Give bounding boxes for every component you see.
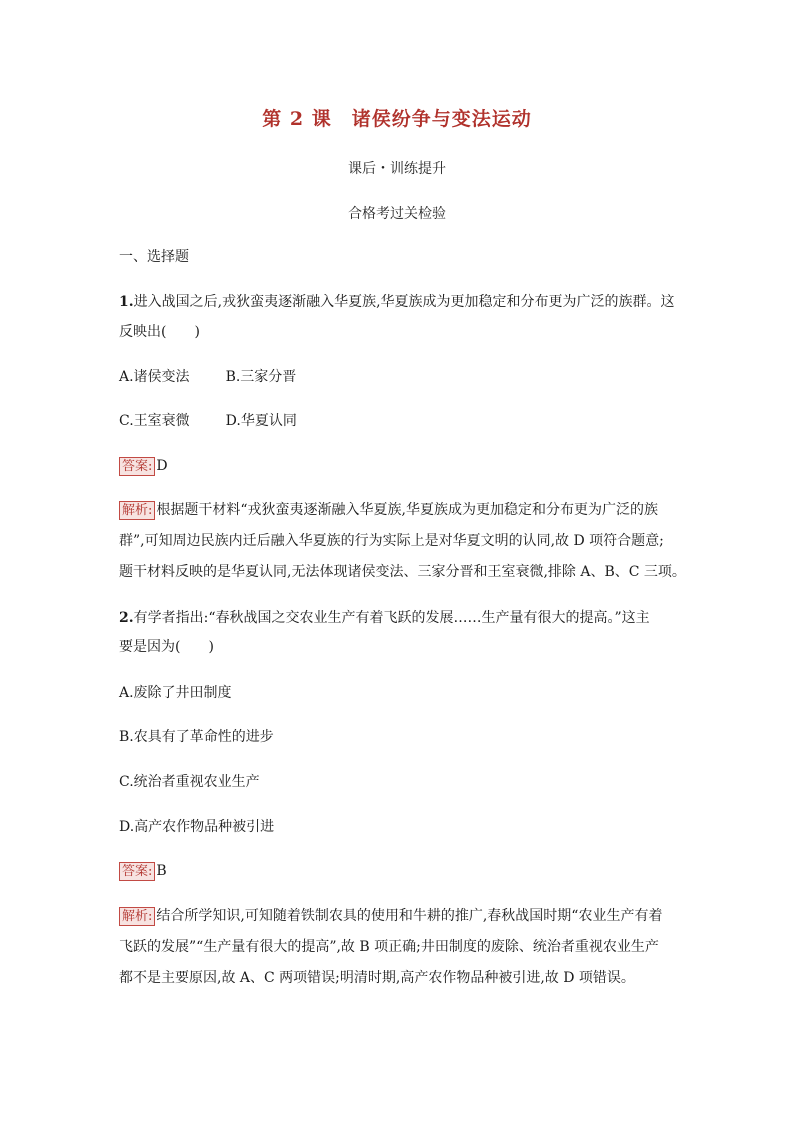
question-1-option-c[interactable]: C.王室衰微: [119, 413, 190, 429]
section-heading: 一、选择题: [119, 249, 189, 265]
question-2-text-line-2: 要是因为( ): [119, 639, 214, 655]
answer-tag: 答案:: [119, 457, 155, 476]
analysis-text: 根据题干材料“戎狄蛮夷逐渐融入华夏族,华夏族成为更加稳定和分布更为广泛的族: [156, 502, 658, 518]
practice-subtitle: 课后・训练提升: [348, 161, 446, 177]
question-2-text-line-1: 有学者指出:“春秋战国之交农业生产有着飞跃的发展……生产量有很大的提高。”这主: [133, 610, 650, 626]
question-1-options-row-1: [119, 367, 679, 387]
question-1-answer: [119, 456, 679, 476]
question-1-option-b[interactable]: B.三家分晋: [225, 369, 297, 385]
question-2-answer-value: B: [156, 863, 167, 879]
question-1-answer-value: D: [156, 458, 168, 474]
question-2-answer: [119, 861, 679, 881]
question-1-option-d[interactable]: D.华夏认同: [225, 413, 297, 429]
question-2-option-b[interactable]: B.农具有了革命性的进步: [119, 729, 274, 745]
question-1-analysis-line-2: 群”,可知周边民族内迁后融入华夏族的行为实际上是对华夏文明的认同,故 D 项符合题意;: [119, 533, 664, 549]
question-1-text-line-2: 反映出( ): [119, 324, 200, 340]
question-1-analysis-line-1: [119, 500, 679, 520]
question-2-analysis-line-2: 飞跃的发展”“生产量有很大的提高”,故 B 项正确;井田制度的废除、统治者重视农业生产: [119, 939, 659, 955]
analysis-tag: 解析:: [119, 907, 155, 926]
question-1-stem: [119, 292, 679, 312]
question-1-number: 1.: [119, 294, 134, 310]
exam-subtitle: 合格考过关检验: [348, 206, 446, 222]
question-2-analysis-line-3: 都不是主要原因,故 A、C 两项错误;明清时期,高产农作物品种被引进,故 D 项错误。: [119, 970, 635, 986]
question-2-number: 2.: [119, 610, 134, 626]
question-2-analysis-line-1: [119, 906, 679, 926]
lesson-title: 第 2 课 诸侯纷争与变法运动: [262, 108, 532, 130]
question-1-option-a[interactable]: A.诸侯变法: [119, 369, 190, 385]
question-2-option-a[interactable]: A.废除了井田制度: [119, 685, 232, 701]
question-2-option-d[interactable]: D.高产农作物品种被引进: [119, 819, 275, 835]
analysis-tag: 解析:: [119, 501, 155, 520]
analysis-text: 结合所学知识,可知随着铁制农具的使用和牛耕的推广,春秋战国时期“农业生产有着: [156, 908, 663, 924]
question-1-analysis-line-3: 题干材料反映的是华夏认同,无法体现诸侯变法、三家分晋和王室衰微,排除 A、B、C 三项。: [119, 564, 686, 580]
question-2-stem: [119, 608, 679, 628]
answer-tag: 答案:: [119, 862, 155, 881]
question-2-option-c[interactable]: C.统治者重视农业生产: [119, 774, 260, 790]
question-1-text-line-1: 进入战国之后,戎狄蛮夷逐渐融入华夏族,华夏族成为更加稳定和分布更为广泛的族群。这: [133, 294, 675, 310]
question-1-options-row-2: [119, 411, 679, 431]
